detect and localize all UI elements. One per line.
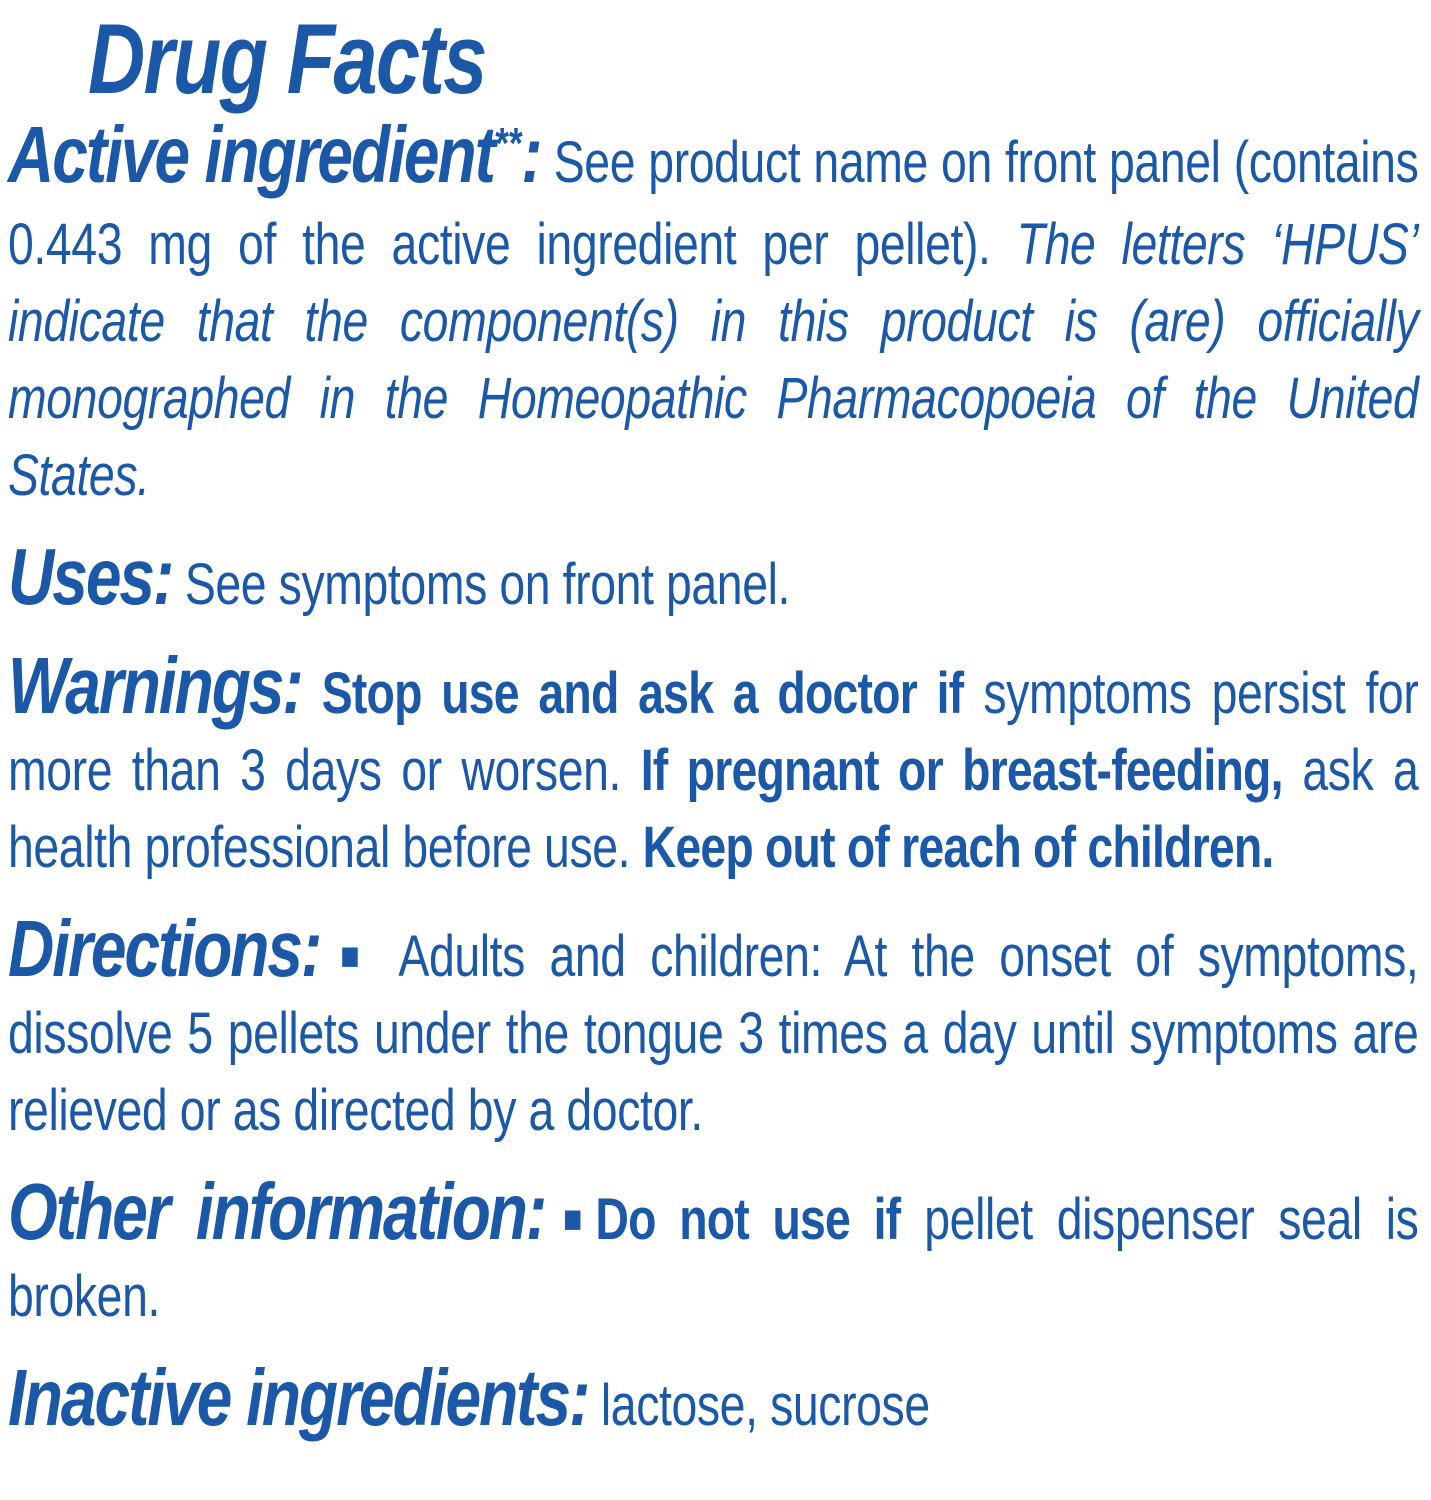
section-active-ingredient (8, 110, 1419, 514)
section-uses (8, 532, 1418, 623)
page-title: Drug Facts (88, 3, 486, 114)
section-directions (8, 904, 1419, 1149)
active-ingredient-heading-colon: : (521, 110, 541, 199)
warnings-text-health-professional: ask a health professional before use. (8, 738, 1419, 880)
warnings-bold-stop-use: Stop use and ask a doctor if (321, 661, 964, 726)
other-information-heading: Other information: (8, 1167, 546, 1256)
directions-heading: Directions: (8, 904, 321, 993)
active-ingredient-heading (8, 110, 541, 199)
double-asterisk-superscript: ** (493, 118, 522, 168)
inactive-ingredients-body: lactose, sucrose (600, 1373, 930, 1438)
square-bullet-icon: ■ (551, 1197, 594, 1241)
uses-heading: Uses: (8, 532, 173, 621)
other-information-bold-do-not-use: Do not use if (595, 1187, 901, 1252)
warnings-bold-pregnant: If pregnant or breast-feeding, (640, 738, 1283, 803)
warnings-bold-keep-out-of-reach: Keep out of reach of children. (642, 815, 1274, 880)
directions-body: Adults and children: At the onset of symptoms, dissolve 5 pellets under the tongue 3 times a day until symptoms are relieved or as directed by a doctor. (8, 924, 1419, 1143)
section-other-information (8, 1167, 1419, 1335)
section-inactive-ingredients (8, 1353, 1418, 1444)
section-warnings (8, 641, 1419, 886)
inactive-ingredients-heading: Inactive ingredients: (8, 1353, 589, 1442)
active-ingredient-heading-text: Active ingredient (8, 110, 494, 199)
uses-body: See symptoms on front panel. (184, 552, 791, 617)
active-ingredient-body: See product name on front panel (contains 0.443 mg of the active ingredient per pellet). (8, 130, 1419, 277)
warnings-heading: Warnings: (8, 641, 302, 730)
hpus-note: The letters ‘HPUS’ indicate that the component(s) in this product is (are) officially monographed in the Homeopathic Pharmacopoeia of the United States. (8, 212, 1419, 508)
square-bullet-icon: ■ (328, 934, 372, 978)
warnings-text-persist: symptoms persist for more than 3 days or worsen. (8, 661, 1419, 803)
other-information-body: pellet dispenser seal is broken. (8, 1187, 1419, 1329)
